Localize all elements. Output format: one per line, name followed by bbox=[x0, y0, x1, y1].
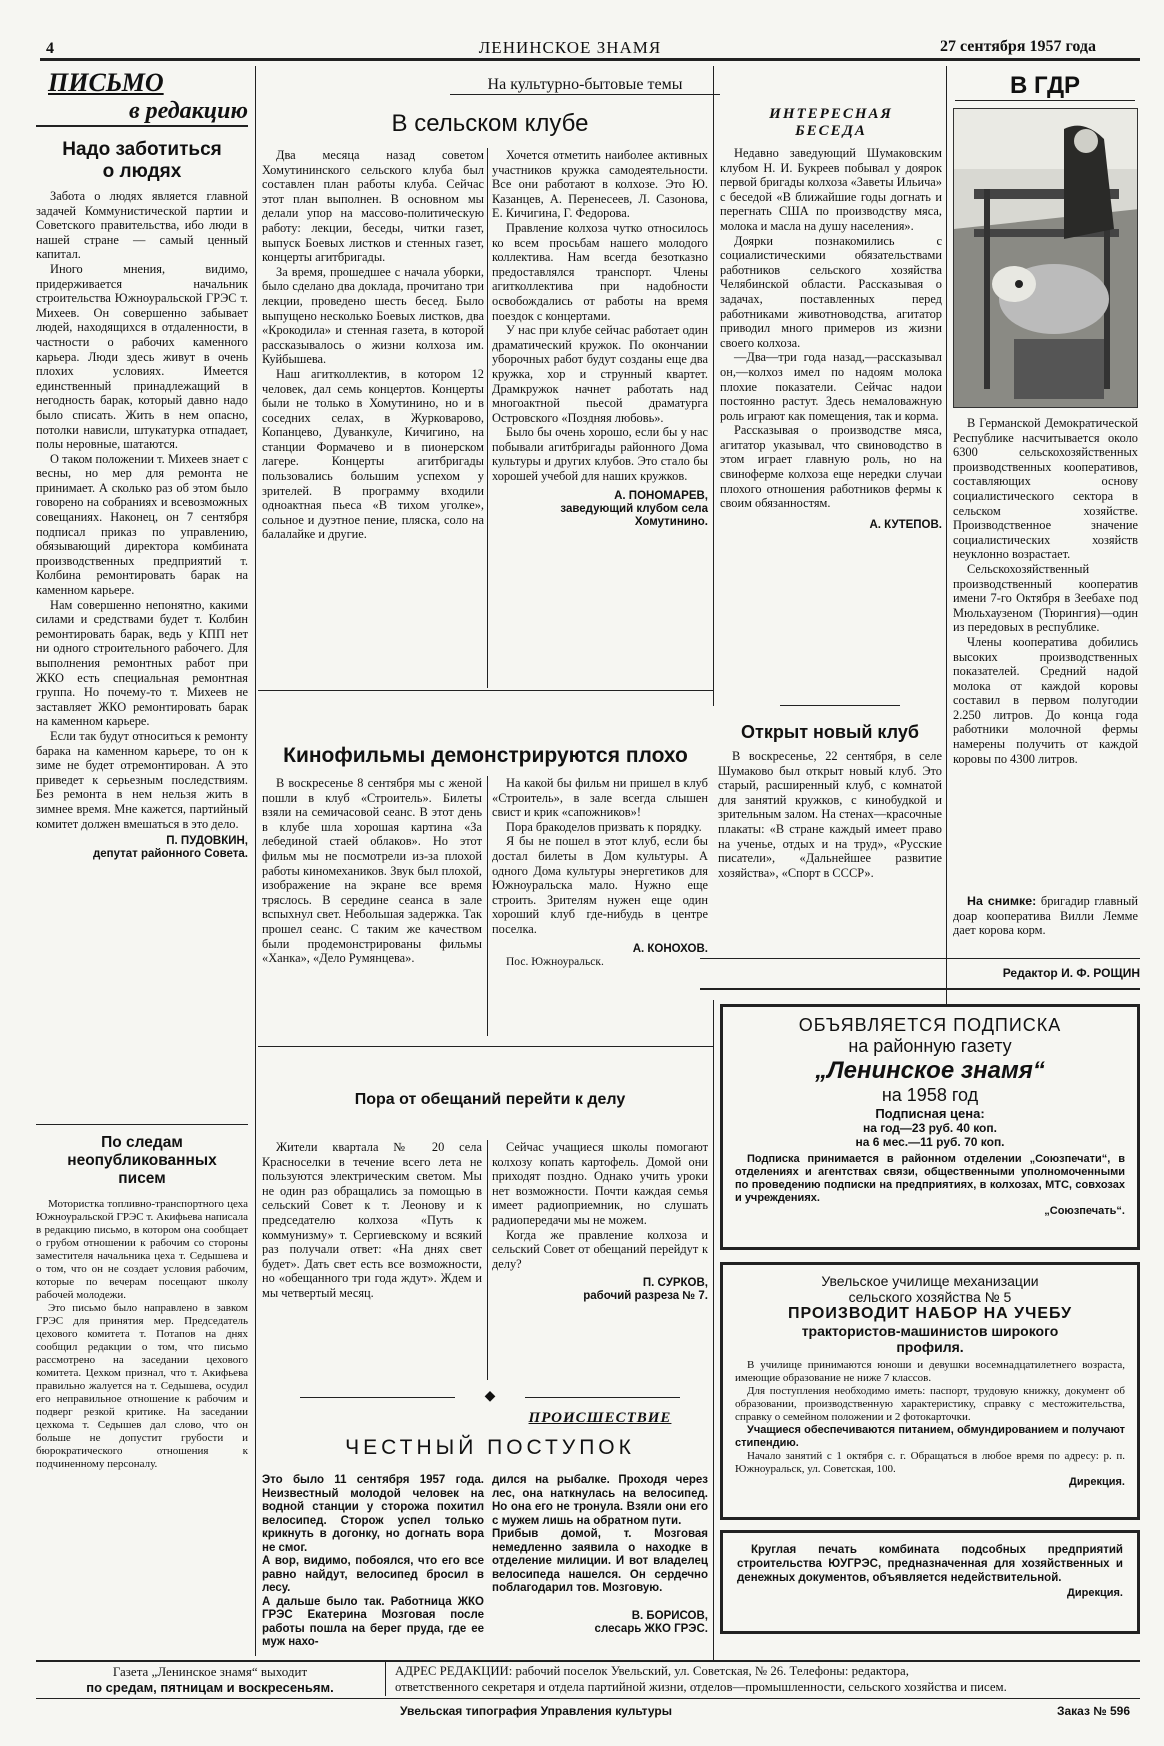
footer-printer: Увельская типография Управления культуры bbox=[400, 1704, 672, 1718]
school-sign: Дирекция. bbox=[1069, 1476, 1125, 1488]
paragraph: Члены кооператива добились высоких производственных показателей. Средний надой молока от каждой коровы составил в первом полугодии 2.250 литров. До конца года работники молочной фермы намерены получить от каждой коровы по 4300 литров. bbox=[953, 634, 1138, 766]
school-p3: Учащиеся обеспечиваются питанием, обмундированием и получают стипендию. bbox=[735, 1424, 1125, 1449]
paragraph: Было бы очень хорошо, если бы у нас побывали агитбригады районного Дома культуры и других клубов. Это стало бы хорошей учебой для наших кружков. bbox=[492, 425, 708, 484]
talk-kicker: ИНТЕРЕСНАЯ bbox=[769, 106, 893, 122]
letter-signature-name: П. ПУДОВКИН, bbox=[166, 835, 248, 848]
issue-date: 27 сентября 1957 года bbox=[940, 38, 1096, 55]
incident-divider: ◆ bbox=[484, 1389, 496, 1404]
incident-col2 bbox=[492, 1474, 708, 1636]
footer-order: Заказ № 596 bbox=[1056, 1704, 1130, 1718]
subscription-body: Подписка принимается в районном отделении „Союзпечати“, в отделениях и агентствах связи, общественными уполномоченными по проведению подписки на предприятиях, в колхозах, МТС, совхозах и учреждениях. bbox=[735, 1153, 1125, 1204]
promises-col2 bbox=[492, 1140, 708, 1303]
paragraph: Мотористка топливно-транспортного цеха Южноуральской ГРЭС т. Акифьева написала в редакцию письмо, в котором она сообщает о грубом отношении к рабочим со стороны заместителя начальника цеха т. Седышева и о том, что он не создает условия рабочим, которые по вечерам посещают школу рабочей молодежи. bbox=[36, 1198, 248, 1301]
letter-headline: Надо заботиться о людях bbox=[62, 139, 222, 182]
subscription-line4: на 1958 год bbox=[881, 1085, 979, 1105]
talk-kicker-sub: БЕСЕДА bbox=[795, 123, 867, 139]
paragraph: дился на рыбалке. Проходя через лес, она наткнулась на велосипед. Но она его не тронула. Взяли они его с мужем лишь на обратном пути. bbox=[492, 1474, 708, 1527]
talk-section bbox=[720, 106, 942, 532]
paragraph: А дальше было так. Работница ЖКО ГРЭС Екатерина Мозговая после работы пошла на берег пруда, где ее муж нахо- bbox=[262, 1595, 484, 1648]
letter-body bbox=[36, 189, 248, 831]
paragraph: О таком положении т. Михеев знает с весны, но мер для ремонта не принимает. А сколько раз об этом было говорено на собраниях и всевозможных совещаниях. Наконец, он 7 сентября подписал приказ по управлению, обязывающий директора комбината производственных предприятий т. Колбина ремонтировать барак на каменном карьере. bbox=[36, 451, 248, 598]
paragraph: Недавно заведующий Шумаковским клубом Н. И. Букреев побывал у доярок первой бригады колхоза «Заветы Ильича» с беседой «В ближайшие годы догнать и перегнать США по производству мяса, молока и масла на душу населения». bbox=[720, 146, 942, 233]
newspaper-title: ЛЕНИНСКОЕ ЗНАМЯ bbox=[478, 38, 662, 57]
footer-left2: по средам, пятницам и воскресеньям. bbox=[86, 1680, 334, 1695]
newclub-section bbox=[718, 722, 942, 880]
paragraph: Правление колхоза чутко относилось ко всем просьбам нашего молодого коллектива. Нам всегда безотказно предоставлялся транспорт. Члены агитколлектива при надобности освобождались от работы на время поездок с концертами. bbox=[492, 220, 708, 323]
paragraph: А вор, видимо, побоялся, что его все равно найдут, велосипед бросил в лесу. bbox=[262, 1555, 484, 1594]
paragraph: Рассказывая о производстве мяса, агитатор указывал, что свиноводство в этом играет главную роль, но на свиноферме колхоза еще нередки случаи плохого отношения работников фермы к своим обязанностям. bbox=[720, 423, 942, 511]
club-col1 bbox=[262, 148, 484, 542]
films-col1 bbox=[262, 776, 482, 966]
followup-headline: По следам неопубликованных писем bbox=[67, 1134, 217, 1187]
subscription-price1: на год—23 руб. 40 коп. bbox=[863, 1121, 997, 1135]
subscription-line2: на районную газету bbox=[848, 1036, 1012, 1056]
school-p4: Начало занятий с 1 октября с. г. Обращаться в любое время по адресу: р. п. Южноуральск, ул. Советская, 100. bbox=[735, 1450, 1125, 1475]
school-line3: ПРОИЗВОДИТ НАБОР НА УЧЕБУ bbox=[787, 1305, 1073, 1322]
films-signature-place: Пос. Южноуральск. bbox=[506, 955, 604, 968]
followup-body bbox=[36, 1198, 248, 1471]
letter-section bbox=[36, 68, 248, 861]
footer-address1: АДРЕС РЕДАКЦИИ: рабочий поселок Увельский, ул. Советская, № 26. Телефоны: редактора, bbox=[395, 1664, 909, 1678]
films-headline: Кинофильмы демонстрируются плохо bbox=[283, 744, 688, 767]
paragraph: Я бы не пошел в этот клуб, если бы достал билеты в Дом культуры. А одного Дома культуры энергетиков для Южноуральска мало. Нужно еще строить. Зрителям нужен еще один хороший клуб где-нибудь в центре поселка. bbox=[492, 834, 708, 936]
paragraph: У нас при клубе сейчас работает один драматический кружок. По окончании уборочных работ будут созданы еще два кружка, хор и струнный квартет. Драмкружок начнет работать над многоактной пьесой драматурга Островского «Поздняя любовь». bbox=[492, 323, 708, 425]
incident-signature-name: В. БОРИСОВ, bbox=[631, 1609, 708, 1622]
school-p1: В училище принимаются юноши и девушки восемнадцатилетнего возраста, имеющие образование не ниже 7 классов. bbox=[735, 1359, 1125, 1384]
promises-col1 bbox=[262, 1140, 482, 1301]
incident-headline: ЧЕСТНЫЙ ПОСТУПОК bbox=[345, 1436, 635, 1459]
gdr-caption bbox=[953, 894, 1138, 938]
paragraph: Хочется отметить наиболее активных участников кружка самодеятельности. Все они работают в колхозе. Это Ю. Казанцев, А. Перенесеев, Л. Сазонова, Е. Кичигина, Г. Федорова. bbox=[492, 148, 708, 221]
paragraph: Наш агитколлектив, в котором 12 человек, дал семь концертов. Концерты были не только в Хомутинино, но и в соседних селах, в Журковарово, Копанцево, Дуванкуле, Кичигино, на станции Формачево и в пионерском лагере. Концерты агитбригады пользовались большим успехом у зрителей. В программу входили одноактная пьеса «В тихом уголке», сольное и дуэтное пение, пляска, соло на балалайке и другие. bbox=[262, 366, 484, 542]
paragraph: На какой бы фильм ни пришел в клуб «Строитель», в зале всегда слышен свист и крик «сапожников»! bbox=[492, 776, 708, 820]
club-signature-name: А. ПОНОМАРЕВ, bbox=[614, 489, 708, 502]
caption-label: На снимке: bbox=[967, 894, 1037, 908]
promises-headline: Пора от обещаний перейти к делу bbox=[354, 1091, 626, 1108]
seal-body: Круглая печать комбината подсобных предприятий строительства ЮУГРЭС, предназначенная для хозяйственных и денежных документов, объявляется недействительной. bbox=[737, 1544, 1123, 1584]
subscription-ad bbox=[720, 1004, 1140, 1250]
seal-sign: Дирекция. bbox=[1067, 1587, 1123, 1599]
paragraph: Сейчас учащиеся школы помогают колхозу копать картофель. Домой они приходят поздно. Однако учить уроки нет возможности. Почти каждая семья имеет радиоприемник, но слушать радиопередачи мы не можем. bbox=[492, 1140, 708, 1227]
subscription-line3: „Ленинское знамя“ bbox=[815, 1057, 1045, 1084]
club-headline: В сельском клубе bbox=[391, 110, 589, 137]
paragraph: Это письмо было направлено в завком ГРЭС для принятия мер. Председатель цехового комитета т. Потапов на днях сообщил редакции о том, что письмо рассмотрено на заседании цехового комитета. Цехком признал, что т. Акифьева правильно жалуется на т. Седышева, осудил его неправильное отношение к рабочим и подверг резкой критике. На заседании цехкома т. Седышев дал слово, что он больше не допустит грубости и бюрократического отношения к подчиненному персоналу. bbox=[36, 1302, 248, 1470]
paragraph: Это было 11 сентября 1957 года. Неизвестный молодой человек на водной станции у сторожа похитил велосипед. Сторож успел только крикнуть в догонку, но догнать вора не смог. bbox=[262, 1474, 484, 1554]
followup-section bbox=[36, 1130, 248, 1471]
subscription-sign: „Союзпечать“. bbox=[1044, 1205, 1125, 1217]
paragraph: Когда же правление колхоза и сельский Совет от обещаний перейдут к делу? bbox=[492, 1227, 708, 1271]
paragraph: Забота о людях является главной задачей Коммунистической партии и Советского правительства, ибо люди в нашей стране — самый ценный капитал. bbox=[36, 189, 248, 262]
caption-text: бригадир главный доар кооператива Вилли Лемме дает корова корм. bbox=[953, 894, 1138, 938]
school-line2: сельского хозяйства № 5 bbox=[848, 1289, 1012, 1305]
paragraph: Жители квартала № 20 села Красноселки в течение всего лета не пользуются электрическим светом. Мы не один раз обращались за помощью в сельский Совет к т. Леонову и к председателю колхоза «Путь к коммунизму» т. Сергиевскому и всякий раз получали ответ: «На днях свет будет». Дать свет есть все возможности, но «обещанного три года ждут». Ждем и мы четвертый месяц. bbox=[262, 1140, 482, 1300]
school-p2: Для поступления необходимо иметь: паспорт, трудовую книжку, документ об образовании, производственную характеристику, справку с местожительства, справку о семейном положении и 2 фотокарточки. bbox=[735, 1385, 1125, 1423]
page-number: 4 bbox=[46, 40, 54, 57]
paragraph: Если так будут относиться к ремонту барака на каменном карьере, то он к зиме не будет отремонтирован. А это приведет к серьезным последствиям. Без ремонта в нем нельзя жить в зимнее время. Мне кажется, партийный комитет должен вмешаться в это дело. bbox=[36, 728, 248, 831]
promises-signature-name: П. СУРКОВ, bbox=[642, 1277, 708, 1290]
subscription-price-title: Подписная цена: bbox=[875, 1106, 985, 1121]
paragraph: Сельскохозяйственный производственный кооператив имени 7-го Октября в Зеебахе под Мюльхаузеном (Тюрингия)—один из передовых в республике. bbox=[953, 561, 1138, 635]
paragraph: Доярки познакомились с социалистическими обязательствами работников сельского хозяйства Челябинской области. Рассказывая о задачах, поставленных перед работниками животноводства, агитатор приводил много примеров из жизни своего колхоза. bbox=[720, 233, 942, 350]
paragraph: Два месяца назад советом Хомутининского сельского клуба был составлен план работы клуба. Сейчас этот план выполнен. В основном мы делали упор на массово-политическую работу: лекции, беседы, читки газет, выпуск Боевых листков и стенных газет, концерты агитбригады. bbox=[262, 148, 484, 265]
paragraph: Иного мнения, видимо, придерживается начальник строительства Южноуральской ГРЭС т. Михеев. Он совершенно забывает людей, находящихся в отдаленности, в частности о рабочих каменного карьера. Люди здесь живут в очень плохих условиях. Имеется единственный принадлежащий в негодность барак, который давно надо было списать. Жить в нем опасно, потолки нависли, штукатурка отпадает, полы неровные, шатаются. bbox=[36, 261, 248, 452]
footer-left1: Газета „Ленинское знамя“ выходит bbox=[112, 1664, 308, 1679]
seal-ad bbox=[720, 1530, 1140, 1634]
films-col2 bbox=[492, 776, 708, 968]
paragraph: Прибыв домой, т. Мозговая немедленно заявила о находке в отделение милиции. И вот владелец велосипеда нашелся. Он сердечно поблагодарил тов. Мозговую. bbox=[492, 1528, 708, 1594]
paragraph: В воскресенье 8 сентября мы с женой пошли в клуб «Строитель». Билеты взяли на семичасовой сеанс. В этот день в клубе шла хорошая картина «За лебединой стаей облаков». Но этот фильм мы не посмотрели из-за плохой работы киномехаников. Звук был плохой, изображение на экране все время тряслось. В середине сеанса в зале вспыхнул свет. Небольшая задержка. Так прошел сеанс. С таким же качеством были продемонстрированы фильмы «Ханка», «Дело Румянцева». bbox=[262, 776, 482, 966]
subscription-line1: ОБЪЯВЛЯЕТСЯ ПОДПИСКА bbox=[798, 1015, 1062, 1035]
footer-address2: ответственного секретаря и отдела партийной жизни, отделов—промышленности, сельского хозяйства и писем. bbox=[395, 1680, 1007, 1694]
newclub-headline: Открыт новый клуб bbox=[741, 722, 919, 742]
club-col2 bbox=[492, 148, 708, 529]
gdr-body bbox=[953, 416, 1138, 766]
incident-rubric: ПРОИСШЕСТВИЕ bbox=[528, 1410, 672, 1426]
club-signature-role: заведующий клубом села Хомутинино. bbox=[560, 502, 708, 528]
talk-signature: А. КУТЕПОВ. bbox=[869, 518, 942, 531]
paragraph: В воскресенье, 22 сентября, в селе Шумаково был открыт новый клуб. Это старый, расширенный клуб, с комнатой для занятий кружков, с кинобудкой и зрительным залом. На стенах—красочные плакаты: «В стране каждый имеет право на ученье, отдых и на труд», «Русские писатели», «Дальнейшее развитие хозяйства», «Спорт в СССР». bbox=[718, 749, 942, 880]
school-line1: Увельское училище механизации bbox=[821, 1273, 1039, 1289]
letter-kicker-sub: в редакцию bbox=[36, 98, 248, 127]
films-signature-name: А. КОНОХОВ. bbox=[632, 942, 708, 955]
letter-signature-role: депутат районного Совета. bbox=[92, 848, 248, 861]
school-ad bbox=[720, 1262, 1140, 1520]
editor-line: Редактор И. Ф. РОЩИН bbox=[1002, 966, 1140, 980]
letter-kicker: ПИСЬМО bbox=[48, 68, 164, 97]
subscription-price2: на 6 мес.—11 руб. 70 коп. bbox=[855, 1135, 1005, 1149]
paragraph: В Германской Демократической Республике насчитывается около 6300 сельскохозяйственных производственных кооперативов, составляющих основу социалистического сектора в сельском хозяйстве. Производственное значение социалистических хозяйств неуклонно возрастает. bbox=[953, 416, 1138, 562]
promises-signature-role: рабочий разреза № 7. bbox=[583, 1290, 708, 1303]
paragraph: Нам совершенно непонятно, какими силами и средствами будет т. Колбин ремонтировать барак, ведь у КПП нет ни одного строительного рабочего. Для выполнения ремонтных работ при ЖКО есть специальная ремонтная группа. Но почему-то т. Михеев не заставляет ЖКО ремонтировать барак на каменном карьере. bbox=[36, 597, 248, 729]
gdr-photo bbox=[953, 108, 1138, 408]
incident-signature-role: слесарь ЖКО ГРЭС. bbox=[594, 1622, 708, 1635]
gdr-headline: В ГДР bbox=[1009, 72, 1081, 99]
paragraph: За время, прошедшее с начала уборки, было сделано два доклада, прочитано три лекции, проведено шесть бесед. Было выпущено несколько Боевых листков, два «Крокодила» и стенная газета, в которой рассказывалось о жизни колхоза им. Куйбышева. bbox=[262, 264, 484, 367]
incident-col1 bbox=[262, 1474, 484, 1650]
photo-illustration bbox=[954, 109, 1138, 408]
club-rubric: На культурно-бытовые темы bbox=[450, 76, 720, 95]
school-line4: трактористов-машинистов широкого профиля. bbox=[801, 1323, 1059, 1355]
paragraph: —Два—три года назад,—рассказывал он,—колхоз имел по надоям молока плохие показатели. Сейчас надои постоянно растут. Здесь немаловажную роль играют как помещения, так и корма. bbox=[720, 350, 942, 423]
paragraph: Пора бракоделов призвать к порядку. bbox=[506, 819, 702, 834]
